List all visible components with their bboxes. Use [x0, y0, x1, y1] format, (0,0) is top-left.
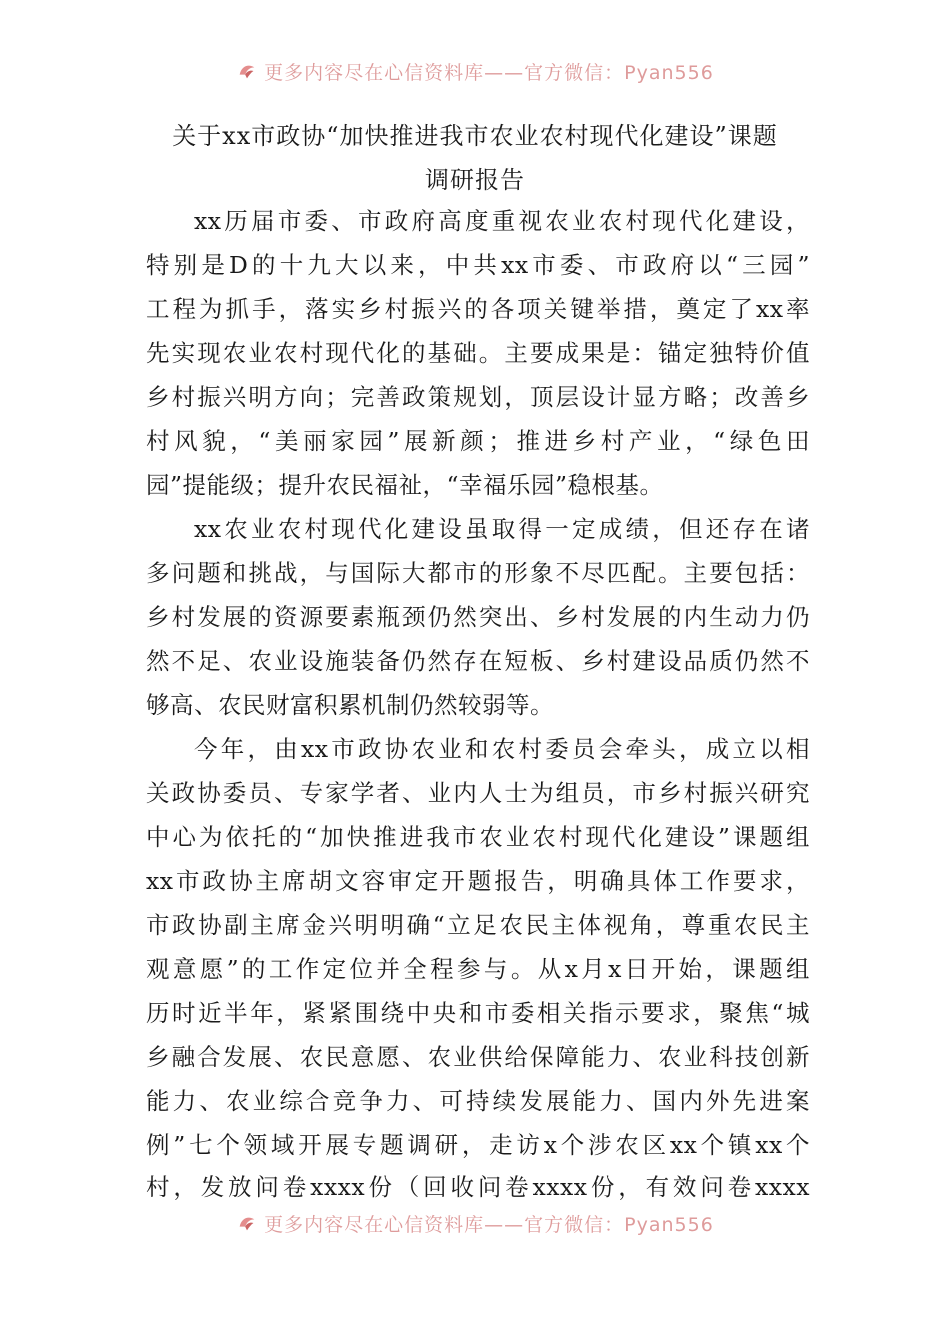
body-line: 然不足、农业设施装备仍然存在短板、乡村建设品质仍然不	[146, 647, 810, 675]
body-line: 乡村发展的资源要素瓶颈仍然突出、乡村发展的内生动力仍	[146, 603, 810, 631]
document-title-line-2: 调研报告	[425, 166, 525, 194]
brand-logo-icon	[236, 60, 258, 82]
body-line: 市政协副主席金兴明明确“立足农民主体视角，尊重农民主	[146, 911, 810, 939]
body-line: xx历届市委、市政府高度重视农业农村现代化建设，	[194, 207, 810, 235]
body-line: 多问题和挑战，与国际大都市的形象不尽匹配。主要包括：	[146, 559, 810, 587]
watermark-footer	[0, 1208, 950, 1238]
body-line: 今年，由xx市政协农业和农村委员会牵头，成立以相	[194, 735, 810, 763]
document-title-line-1: 关于xx市政协“加快推进我市农业农村现代化建设”课题	[172, 122, 778, 150]
body-line: 观意愿”的工作定位并全程参与。从x月x日开始，课题组	[146, 955, 810, 983]
body-line: 能力、农业综合竞争力、可持续发展能力、国内外先进案	[146, 1087, 810, 1115]
body-line: 园”提能级；提升农民福祉，“幸福乐园”稳根基。	[146, 471, 664, 499]
body-line: 乡村振兴明方向；完善政策规划，顶层设计显方略；改善乡	[146, 383, 810, 411]
watermark-text: 更多内容尽在心信资料库——官方微信：Pyan556	[264, 61, 714, 84]
body-line: 关政协委员、专家学者、业内人士为组员，市乡村振兴研究	[146, 779, 810, 807]
body-line: 历时近半年，紧紧围绕中央和市委相关指示要求，聚焦“城	[146, 999, 810, 1027]
body-line: 先实现农业农村现代化的基础。主要成果是：锚定独特价值	[146, 339, 810, 367]
body-line: 特别是D的十九大以来，中共xx市委、市政府以“三园”	[146, 251, 810, 279]
body-line: 村风貌，“美丽家园”展新颜；推进乡村产业，“绿色田	[146, 427, 810, 455]
body-line: xx农业农村现代化建设虽取得一定成绩，但还存在诸	[194, 515, 810, 543]
body-line: 中心为依托的“加快推进我市农业农村现代化建设”课题组	[146, 823, 810, 851]
body-line: 村，发放问卷xxxx份（回收问卷xxxx份，有效问卷xxxx	[146, 1173, 810, 1201]
body-line: 乡融合发展、农民意愿、农业供给保障能力、农业科技创新	[146, 1043, 810, 1071]
brand-logo-icon	[236, 1212, 258, 1234]
body-line: xx市政协主席胡文容审定开题报告，明确具体工作要求，	[146, 867, 810, 895]
watermark-text: 更多内容尽在心信资料库——官方微信：Pyan556	[264, 1213, 714, 1236]
watermark-header	[0, 56, 950, 86]
body-line: 例”七个领域开展专题调研，走访x个涉农区xx个镇xx个	[146, 1131, 810, 1159]
body-line: 够高、农民财富积累机制仍然较弱等。	[146, 691, 554, 719]
body-line: 工程为抓手，落实乡村振兴的各项关键举措，奠定了xx率	[146, 295, 810, 323]
